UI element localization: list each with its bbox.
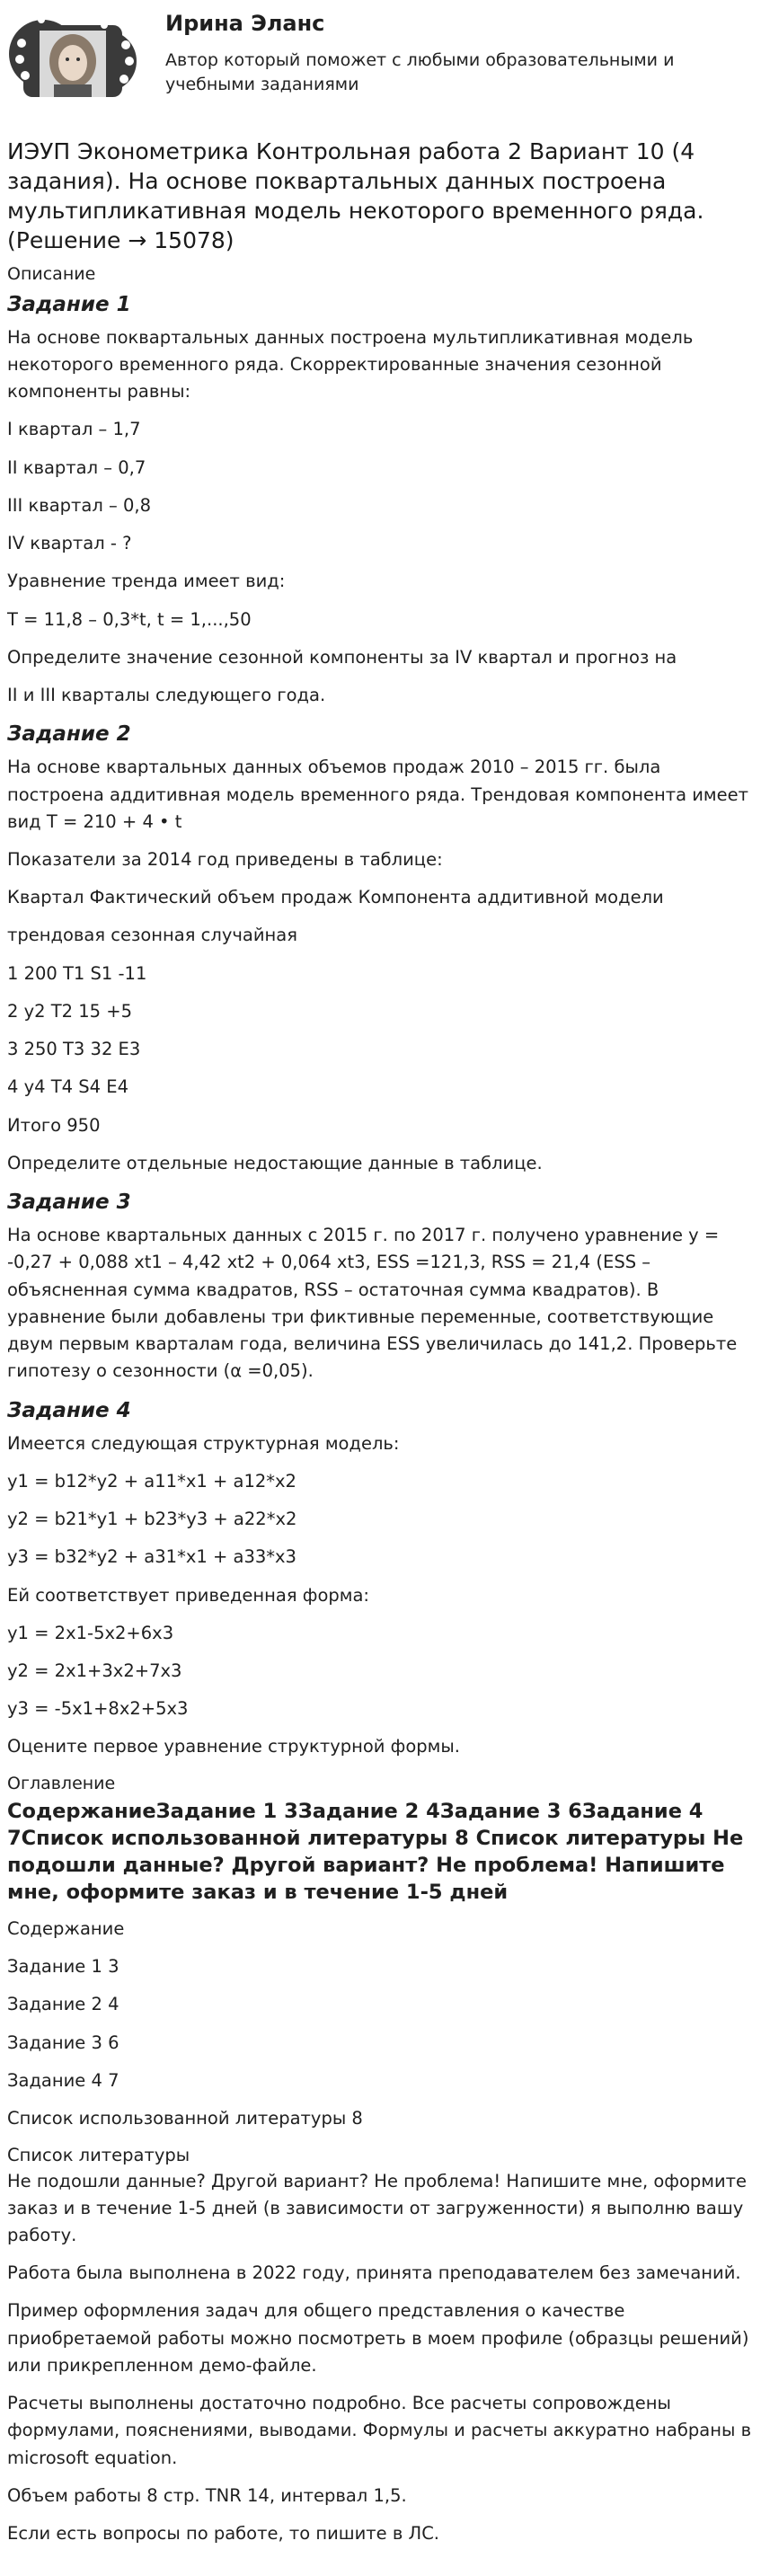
toc-heading: СодержаниеЗадание 1 3Задание 2 4Задание 3 6Задание 4 7Список использованной литературы 8 Список литературы Не подошли данные? Другой вариант? Не проблема! Напишите мне, оформите заказ и в течение 1-5 дней [7, 1800, 744, 1905]
footer-paragraph: Работа была выполнена в 2022 году, принята преподавателем без замечаний. [7, 2262, 741, 2284]
task-paragraph: 1 200 T1 S1 -11 [7, 962, 147, 984]
task-paragraph: Ей соответствует приведенная форма: [7, 1584, 370, 1606]
task-paragraph: y3 = -5x1+8x2+5x3 [7, 1698, 189, 1720]
task-paragraph: IV квартал - ? [7, 533, 132, 554]
task-paragraph: y3 = b32*y2 + a31*x1 + a33*x3 [7, 1546, 296, 1568]
task-1 [7, 290, 754, 710]
author-info [165, 7, 754, 98]
toc-item: Задание 2 4 [7, 1994, 119, 2015]
footer-paragraph: Объем работы 8 стр. TNR 14, интервал 1,5. [7, 2484, 407, 2506]
task-heading: Задание 2 [7, 722, 131, 747]
avatar[interactable] [5, 7, 140, 117]
task-heading: Задание 3 [7, 1191, 131, 1214]
toc-item: Задание 4 7 [7, 2069, 119, 2091]
toc-label: Оглавление [7, 1773, 116, 1793]
footer-paragraph: Расчеты выполнены достаточно подробно. Все расчеты сопровождены формулами, пояснениями, выводами. Формулы и расчеты аккуратно набраны в microsoft equation. [7, 2393, 752, 2468]
literature-label: Список литературы [7, 2145, 190, 2166]
author-name[interactable]: Ирина Эланс [165, 11, 325, 36]
task-paragraph: Определите отдельные недостающие данные в таблице. [7, 1152, 543, 1173]
task-paragraph: Уравнение тренда имеет вид: [7, 571, 286, 592]
task-paragraph: y2 = b21*y1 + b23*y3 + a22*x2 [7, 1509, 297, 1530]
task-paragraph: Квартал Фактический объем продаж Компонента аддитивной модели [7, 887, 664, 908]
avatar-photo-icon [5, 7, 140, 117]
task-paragraph: Имеется следующая структурная модель: [7, 1432, 400, 1454]
task-paragraph: II и III кварталы следующего года. [7, 684, 326, 705]
author-card [7, 7, 754, 124]
task-paragraph: Оцените первое уравнение структурной формы. [7, 1736, 460, 1757]
task-paragraph: I квартал – 1,7 [7, 419, 141, 440]
task-paragraph: T = 11,8 – 0,3*t, t = 1,...,50 [7, 608, 252, 630]
task-paragraph: III квартал – 0,8 [7, 494, 151, 516]
task-4 [7, 1396, 754, 1761]
task-paragraph: На основе квартальных данных объемов продаж 2010 – 2015 гг. была построена аддитивная модель временного ряда. Трендовая компонента имеет вид T = 210 + 4 • t [7, 757, 748, 832]
task-paragraph: y1 = b12*y2 + a11*x1 + a12*x2 [7, 1470, 296, 1492]
task-paragraph: 3 250 T3 32 E3 [7, 1039, 141, 1060]
page-title: ИЭУП Эконометрика Контрольная работа 2 Вариант 10 (4 задания). На основе поквартальных данных построена мультипликативная модель некоторого временного ряда. (Решение → 15078) [7, 138, 704, 253]
task-paragraph: y2 = 2x1+3x2+7x3 [7, 1660, 182, 1681]
task-paragraph: На основе поквартальных данных построена мультипликативная модель некоторого временного ряда. Скорректированные значения сезонной компоненты равны: [7, 326, 694, 403]
footer-paragraph: Пример оформления задач для общего представления о качестве приобретаемой работы можно посмотреть в моем профиле (образцы решений) или прикрепленном демо-файле. [7, 2300, 749, 2376]
task-2 [7, 720, 754, 1177]
task-paragraph: 4 y4 T4 S4 E4 [7, 1076, 128, 1098]
task-paragraph: II квартал – 0,7 [7, 456, 146, 478]
toc-item: Задание 3 6 [7, 2032, 119, 2053]
toc-list [7, 1916, 754, 2132]
toc-item: Список использованной литературы 8 [7, 2108, 363, 2129]
task-heading: Задание 4 [7, 1398, 131, 1422]
task-paragraph: Показатели за 2014 год приведены в таблице: [7, 849, 443, 871]
description-label: Описание [7, 264, 96, 284]
toc-item: Задание 1 3 [7, 1956, 119, 1978]
footer-paragraph: Не подошли данные? Другой вариант? Не проблема! Напишите мне, оформите заказ и в течение 1-5 дней (в зависимости от загруженности) я выполню вашу работу. [7, 2170, 747, 2245]
task-3 [7, 1188, 754, 1385]
task-heading: Задание 1 [7, 292, 131, 316]
task-paragraph: Определите значение сезонной компоненты за IV квартал и прогноз на [7, 646, 677, 668]
task-paragraph: 2 y2 T2 15 +5 [7, 1000, 133, 1022]
author-description: Автор который поможет с любыми образовательными и учебными заданиями [165, 49, 675, 95]
task-paragraph: y1 = 2x1-5x2+6x3 [7, 1622, 174, 1643]
footer-section [7, 2168, 754, 2548]
task-paragraph: Итого 950 [7, 1114, 101, 1136]
task-paragraph: трендовая сезонная случайная [7, 925, 297, 946]
toc-item: Содержание [7, 1917, 125, 1939]
task-paragraph: На основе квартальных данных с 2015 г. по 2017 г. получено уравнение y = -0,27 + 0,088 xt1 – 4,42 xt2 + 0,064 xt3, ESS =121,3, RSS = 21,4 (ESS – объясненная сумма квадратов, RSS – остаточная сумма квадратов). В уравнение были добавлены три фиктивные переменные, соответствующие двум первым кварталам года, величина ESS увеличилась до 141,2. Проверьте гипотезу о сезонности (α =0,05). [7, 1225, 738, 1382]
footer-paragraph: Если есть вопросы по работе, то пишите в ЛС. [7, 2522, 440, 2544]
